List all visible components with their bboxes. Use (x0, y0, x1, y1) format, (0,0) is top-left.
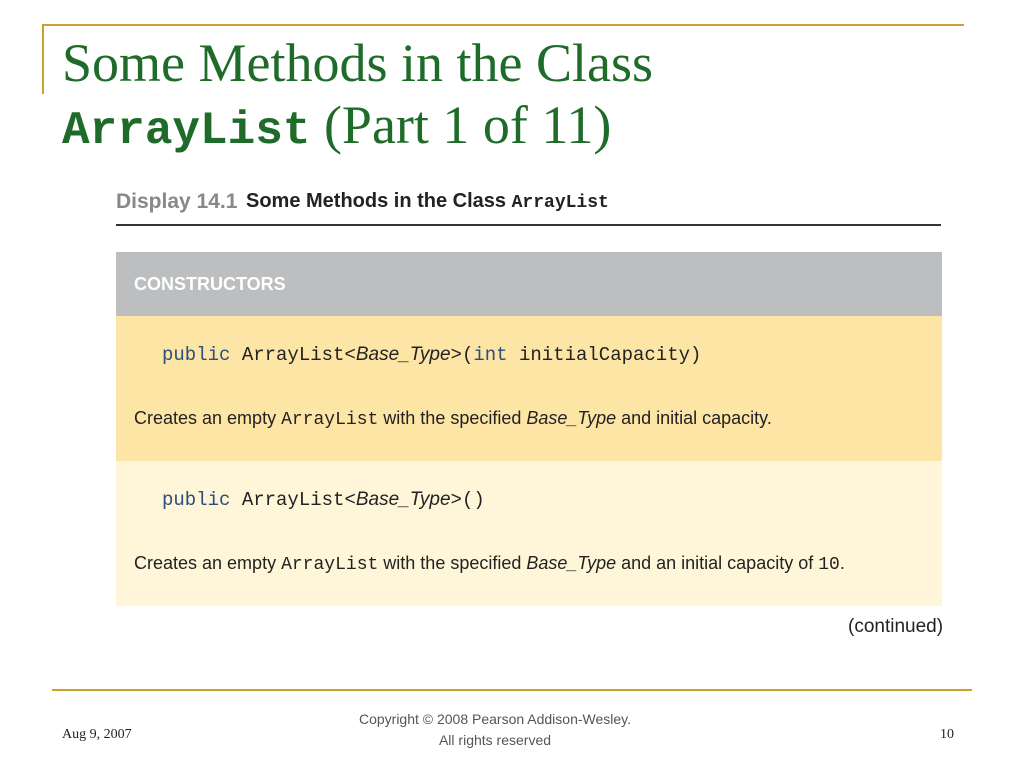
desc-text: with the specified (378, 553, 527, 573)
slide-title-line1: Some Methods in the Class (62, 33, 653, 93)
desc-type: Base_Type (526, 553, 617, 573)
method-description (134, 553, 845, 575)
desc-text: and an initial capacity of (616, 553, 819, 573)
sig-keyword: public (162, 489, 231, 511)
method-description (134, 408, 772, 430)
display-title-text: Some Methods in the Class (246, 190, 512, 212)
slide-title-part: (Part 1 of 11) (310, 95, 612, 155)
sig-keyword: public (162, 344, 231, 366)
footer-date: Aug 9, 2007 (62, 727, 132, 742)
left-border-line (42, 24, 44, 94)
top-border-line (42, 24, 964, 26)
section-header-constructors: CONSTRUCTORS (116, 252, 942, 316)
slide-title-line2 (62, 94, 962, 162)
display-title-code: ArrayList (511, 193, 609, 213)
desc-text: with the specified (378, 408, 527, 428)
methods-table (116, 252, 942, 606)
desc-text: Creates an empty (134, 553, 282, 573)
table-row (116, 461, 942, 606)
footer-copyright (330, 709, 660, 751)
sig-name: ArrayList< (230, 489, 356, 511)
desc-code: ArrayList (281, 555, 379, 575)
display-number: Display 14.1 (116, 190, 238, 213)
method-signature (162, 489, 485, 511)
sig-end: initialCapacity) (507, 344, 702, 366)
method-signature (162, 344, 701, 366)
table-row (116, 316, 942, 461)
display-header (116, 186, 941, 226)
desc-code: ArrayList (281, 410, 379, 430)
sig-type: Base_Type (355, 489, 451, 510)
desc-type: Base_Type (526, 408, 617, 428)
slide-title (62, 32, 962, 162)
slide-title-code: ArrayList (62, 105, 311, 157)
continued-label: (continued) (848, 616, 944, 637)
bottom-border-line (52, 689, 972, 691)
page-number: 10 (940, 727, 954, 742)
sig-keyword-int: int (473, 344, 508, 366)
sig-name: ArrayList< (230, 344, 356, 366)
copyright-line2: All rights reserved (438, 732, 552, 748)
desc-text: . (839, 553, 845, 573)
sig-type: Base_Type (355, 344, 451, 365)
sig-mid: >( (450, 344, 474, 366)
desc-text: and initial capacity. (616, 408, 772, 428)
desc-text: Creates an empty (134, 408, 282, 428)
sig-end: >() (450, 489, 485, 511)
desc-number: 10 (818, 555, 840, 575)
copyright-line1: Copyright © 2008 Pearson Addison-Wesley. (358, 711, 632, 727)
display-title (246, 190, 609, 213)
